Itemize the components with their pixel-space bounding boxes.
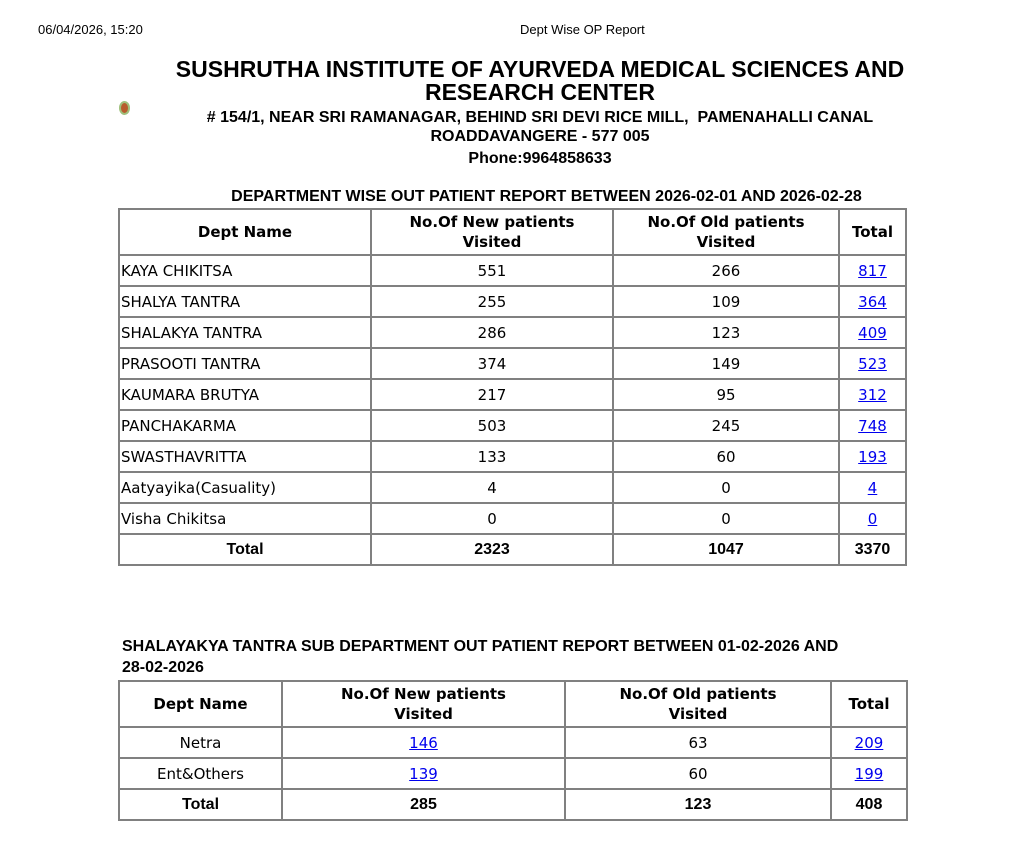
table-row <box>119 472 906 503</box>
table-cell: 95 <box>613 379 839 410</box>
table-cell: Total <box>119 789 282 820</box>
table-cell <box>282 758 565 789</box>
count-link[interactable]: 146 <box>409 733 438 752</box>
count-link[interactable]: 199 <box>854 764 884 783</box>
table-cell <box>839 317 906 348</box>
table-cell <box>831 758 907 789</box>
table-cell: 60 <box>613 441 839 472</box>
table-cell: Ent&Others <box>119 758 282 789</box>
table-row <box>119 317 906 348</box>
column-header-old-patients: No.Of Old patients Visited <box>565 681 831 727</box>
dept-table-heading: DEPARTMENT WISE OUT PATIENT REPORT BETWEEN 2026-02-01 AND 2026-02-28 <box>231 188 862 205</box>
table-row <box>119 379 906 410</box>
table-cell: 63 <box>565 727 831 758</box>
table-cell: Visha Chikitsa <box>119 503 371 534</box>
table-row <box>119 286 906 317</box>
table-cell: SHALAKYA TANTRA <box>119 317 371 348</box>
org-title-line1: SUSHRUTHA INSTITUTE OF AYURVEDA MEDICAL SCIENCES AND <box>175 56 905 82</box>
table-cell: 2323 <box>371 534 613 565</box>
total-row <box>119 789 907 820</box>
count-link[interactable]: 312 <box>858 385 887 404</box>
column-header-dept-name: Dept Name <box>119 209 371 255</box>
table-cell <box>839 379 906 410</box>
table-row <box>119 255 906 286</box>
table-row <box>119 348 906 379</box>
sub-dept-table <box>118 680 908 821</box>
table-cell: 286 <box>371 317 613 348</box>
column-header-old-patients: No.Of Old patients Visited <box>613 209 839 255</box>
table-cell: Aatyayika(Casuality) <box>119 472 371 503</box>
table-cell <box>282 727 565 758</box>
sub-table-heading-line2: 28-02-2026 <box>122 659 204 676</box>
count-link[interactable]: 193 <box>858 447 887 466</box>
total-row <box>119 534 906 565</box>
table-cell: 255 <box>371 286 613 317</box>
table-cell: 1047 <box>613 534 839 565</box>
table-cell: 551 <box>371 255 613 286</box>
table-cell: 123 <box>565 789 831 820</box>
org-header <box>63 58 1017 168</box>
count-link[interactable]: 817 <box>858 261 887 280</box>
table-cell: 408 <box>831 789 907 820</box>
table-cell: 149 <box>613 348 839 379</box>
table-cell: 4 <box>371 472 613 503</box>
count-link[interactable]: 0 <box>867 509 878 528</box>
table-row <box>119 441 906 472</box>
print-page-title: Dept Wise OP Report <box>520 22 645 37</box>
count-link[interactable]: 523 <box>858 354 887 373</box>
table-cell <box>831 727 907 758</box>
org-phone: Phone:9964858633 <box>468 150 612 167</box>
org-title-line2: RESEARCH CENTER <box>424 79 656 105</box>
table-cell: 0 <box>371 503 613 534</box>
count-link[interactable]: 4 <box>867 478 878 497</box>
table-cell: 266 <box>613 255 839 286</box>
table-cell: 123 <box>613 317 839 348</box>
table-cell: Netra <box>119 727 282 758</box>
count-link[interactable]: 209 <box>854 733 884 752</box>
table-cell <box>839 410 906 441</box>
count-link[interactable]: 364 <box>858 292 887 311</box>
count-link[interactable]: 139 <box>409 764 438 783</box>
table-header-row <box>119 681 907 727</box>
table-cell: 109 <box>613 286 839 317</box>
table-cell: 285 <box>282 789 565 820</box>
table-cell: SHALYA TANTRA <box>119 286 371 317</box>
table-cell <box>839 441 906 472</box>
table-cell <box>839 286 906 317</box>
table-cell: 217 <box>371 379 613 410</box>
table-cell: KAYA CHIKITSA <box>119 255 371 286</box>
table-cell <box>839 472 906 503</box>
table-row <box>119 727 907 758</box>
org-address-line2: ROADDAVANGERE - 577 005 <box>430 128 650 145</box>
count-link[interactable]: 748 <box>858 416 887 435</box>
table-cell <box>839 503 906 534</box>
print-timestamp: 06/04/2026, 15:20 <box>38 22 143 37</box>
dept-wise-table <box>118 208 907 566</box>
table-cell: 0 <box>613 472 839 503</box>
table-header-row <box>119 209 906 255</box>
table-row <box>119 758 907 789</box>
table-cell: Total <box>119 534 371 565</box>
table-cell: 503 <box>371 410 613 441</box>
dept-report-section <box>118 188 905 566</box>
sub-dept-report-section <box>118 636 906 821</box>
column-header-total: Total <box>831 681 907 727</box>
count-link[interactable]: 409 <box>858 323 887 342</box>
column-header-dept-name: Dept Name <box>119 681 282 727</box>
org-address-line1: # 154/1, NEAR SRI RAMANAGAR, BEHIND SRI DEVI RICE MILL, PAMENAHALLI CANAL <box>206 109 874 126</box>
table-cell: 245 <box>613 410 839 441</box>
table-cell <box>839 255 906 286</box>
column-header-new-patients: No.Of New patients Visited <box>371 209 613 255</box>
table-cell: 374 <box>371 348 613 379</box>
table-cell: 133 <box>371 441 613 472</box>
table-cell: 3370 <box>839 534 906 565</box>
table-cell: KAUMARA BRUTYA <box>119 379 371 410</box>
table-row <box>119 410 906 441</box>
table-cell: PANCHAKARMA <box>119 410 371 441</box>
table-cell: PRASOOTI TANTRA <box>119 348 371 379</box>
table-cell <box>839 348 906 379</box>
column-header-new-patients: No.Of New patients Visited <box>282 681 565 727</box>
table-cell: 60 <box>565 758 831 789</box>
sub-table-heading-line1: SHALAYAKYA TANTRA SUB DEPARTMENT OUT PATIENT REPORT BETWEEN 01-02-2026 AND <box>122 638 839 655</box>
table-row <box>119 503 906 534</box>
table-cell: SWASTHAVRITTA <box>119 441 371 472</box>
table-cell: 0 <box>613 503 839 534</box>
column-header-total: Total <box>839 209 906 255</box>
